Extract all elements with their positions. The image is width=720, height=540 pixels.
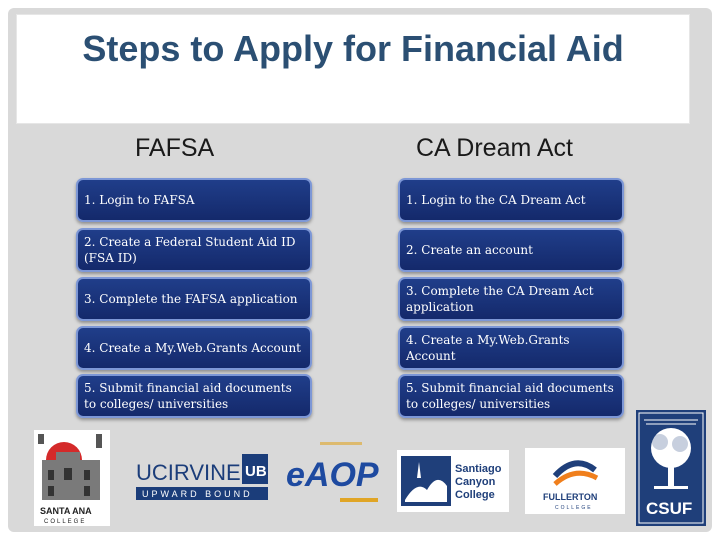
ub-badge-text: UB	[245, 463, 267, 480]
fafsa-step-1: 1. Login to FAFSA	[76, 178, 312, 222]
santa-ana-line2: COLLEGE	[44, 519, 87, 525]
fullerton-line1: FULLERTON	[543, 492, 598, 502]
dream-act-heading: CA Dream Act	[416, 134, 573, 162]
santiago-line3: College	[455, 489, 495, 501]
fafsa-step-3: 3. Complete the FAFSA application	[76, 277, 312, 321]
fafsa-heading: FAFSA	[135, 134, 215, 162]
uci-brand-text: UCIRVINE	[136, 460, 241, 485]
title-box	[16, 14, 690, 124]
dream-step-2: 2. Create an account	[398, 228, 624, 272]
eaop-text: eAOP	[286, 456, 379, 494]
page-title: Steps to Apply for Financial Aid	[82, 28, 624, 69]
tree-trunk-icon	[668, 462, 674, 486]
dream-step-3: 3. Complete the CA Dream Act application	[398, 277, 624, 321]
fafsa-step-2: 2. Create a Federal Student Aid ID (FSA ID)	[76, 228, 312, 272]
fafsa-step-4: 4. Create a My.Web.Grants Account	[76, 326, 312, 370]
santiago-line2: Canyon	[455, 476, 496, 488]
fafsa-step-5: 5. Submit financial aid documents to colleges/ universities	[76, 374, 312, 418]
fullerton-line2: COLLEGE	[555, 505, 593, 511]
santiago-canyon-college-logo	[397, 450, 509, 512]
csuf-text: CSUF	[646, 499, 693, 518]
eaop-logo	[284, 442, 380, 506]
csuf-logo	[636, 410, 706, 526]
fullerton-college-logo	[525, 448, 625, 514]
santa-ana-college-logo	[34, 430, 110, 526]
dream-step-5: 5. Submit financial aid documents to colleges/ universities	[398, 374, 624, 418]
uci-upward-bound-logo	[134, 452, 270, 502]
santa-ana-line1: SANTA ANA	[40, 506, 92, 516]
upward-bound-text: UPWARD BOUND	[142, 489, 253, 499]
dream-step-1: 1. Login to the CA Dream Act	[398, 178, 624, 222]
dream-step-4: 4. Create a My.Web.Grants Account	[398, 326, 624, 370]
santiago-line1: Santiago	[455, 463, 502, 475]
